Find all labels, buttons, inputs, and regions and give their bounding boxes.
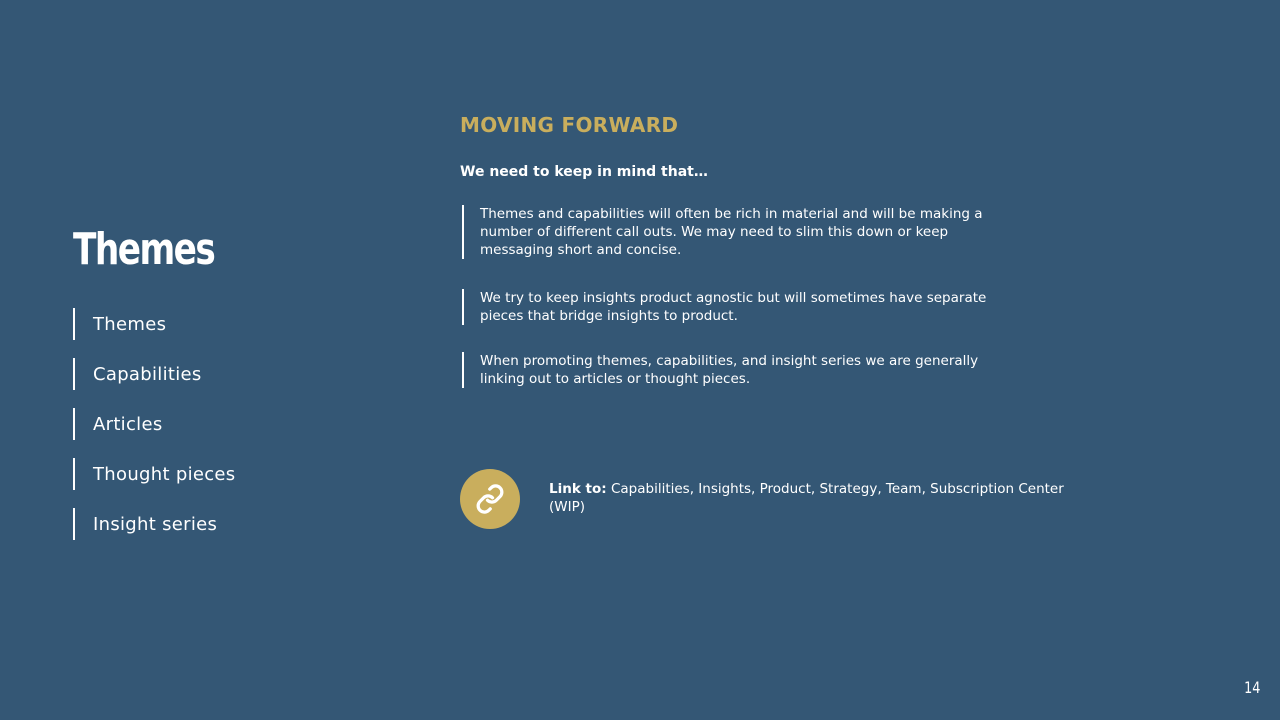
point-item: We try to keep insights product agnostic but will sometimes have separate pieces that bridge insights to product. (462, 289, 1002, 325)
section-nav (73, 308, 236, 558)
nav-item-capabilities[interactable]: Capabilities (73, 358, 236, 390)
point-list (462, 205, 1002, 388)
content-heading: MOVING FORWARD (460, 113, 679, 137)
intro-text: We need to keep in mind that… (460, 164, 708, 180)
link-icon (460, 469, 520, 529)
page-number: 14 (1243, 678, 1260, 697)
point-item: When promoting themes, capabilities, and insight series we are generally linking out to articles or thought pieces. (462, 352, 1002, 388)
section-title: Themes (73, 224, 215, 275)
nav-item-insight-series[interactable]: Insight series (73, 508, 236, 540)
nav-item-themes[interactable]: Themes (73, 308, 236, 340)
link-text (549, 480, 1069, 516)
nav-item-articles[interactable]: Articles (73, 408, 236, 440)
link-label: Link to: (549, 481, 607, 497)
point-item: Themes and capabilities will often be rich in material and will be making a number of different call outs. We may need to slim this down or keep messaging short and concise. (462, 205, 1002, 259)
link-targets[interactable]: Capabilities, Insights, Product, Strategy, Team, Subscription Center (WIP) (549, 481, 1064, 515)
nav-item-thought-pieces[interactable]: Thought pieces (73, 458, 236, 490)
